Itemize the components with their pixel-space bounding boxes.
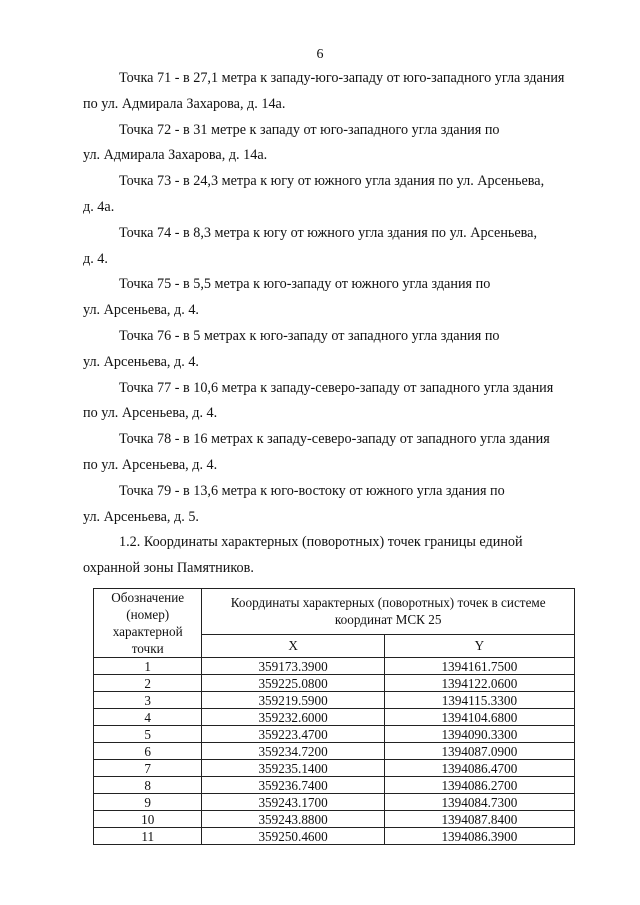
cell-x: 359234.7200: [202, 743, 384, 760]
table-row: [94, 692, 575, 709]
cell-point-number: 4: [94, 709, 202, 726]
cell-point-number: 8: [94, 777, 202, 794]
cell-y: 1394086.4700: [384, 760, 574, 777]
cell-y: 1394086.2700: [384, 777, 574, 794]
point-line-1: Точка 79 - в 13,6 метра к юго-востоку от южного угла здания по: [119, 482, 505, 499]
header-point-number: Обозначение (номер) характерной точки: [94, 589, 202, 658]
header-coordinates: Координаты характерных (поворотных) точек в системе координат МСК 25: [202, 589, 575, 635]
points-description: [83, 66, 586, 582]
point-line-2: ул. Адмирала Захарова, д. 14а.: [83, 147, 268, 164]
point-paragraph: [83, 66, 586, 118]
cell-point-number: 11: [94, 828, 202, 845]
point-paragraph: [83, 118, 586, 170]
cell-y: 1394090.3300: [384, 726, 574, 743]
point-line-2: по ул. Арсеньева, д. 4.: [83, 456, 218, 473]
table-row: [94, 709, 575, 726]
section-heading-line-1: 1.2. Координаты характерных (поворотных) точек границы единой: [119, 534, 523, 551]
cell-x: 359243.8800: [202, 811, 384, 828]
table-row: [94, 828, 575, 845]
cell-y: 1394084.7300: [384, 794, 574, 811]
cell-x: 359236.7400: [202, 777, 384, 794]
cell-point-number: 6: [94, 743, 202, 760]
page-number: 6: [316, 47, 324, 62]
cell-point-number: 9: [94, 794, 202, 811]
point-paragraph: [83, 169, 586, 221]
point-line-1: Точка 72 - в 31 метре к западу от юго-западного угла здания по: [119, 121, 500, 138]
cell-y: 1394086.3900: [384, 828, 574, 845]
table-header-row: [94, 589, 575, 635]
table-row: [94, 777, 575, 794]
point-paragraph: [83, 479, 586, 531]
point-line-2: по ул. Адмирала Захарова, д. 14а.: [83, 95, 286, 112]
cell-y: 1394087.0900: [384, 743, 574, 760]
table-row: [94, 811, 575, 828]
point-paragraph: [83, 272, 586, 324]
point-line-1: Точка 71 - в 27,1 метра к западу-юго-западу от юго-западного угла здания: [119, 70, 565, 86]
header-x: X: [202, 634, 384, 657]
table-row: [94, 726, 575, 743]
cell-y: 1394122.0600: [384, 675, 574, 692]
point-paragraph: [83, 324, 586, 376]
cell-point-number: 1: [94, 658, 202, 675]
table-row: [94, 760, 575, 777]
point-line-1: Точка 74 - в 8,3 метра к югу от южного угла здания по ул. Арсеньева,: [119, 224, 538, 241]
coordinates-table: [93, 588, 575, 845]
table-row: [94, 794, 575, 811]
point-line-2: ул. Арсеньева, д. 4.: [83, 353, 199, 370]
point-line-1: Точка 73 - в 24,3 метра к югу от южного угла здания по ул. Арсеньева,: [119, 173, 545, 190]
section-heading-line-2: охранной зоны Памятников.: [83, 560, 254, 577]
point-paragraph: [83, 221, 586, 273]
point-line-1: Точка 78 - в 16 метрах к западу-северо-западу от западного угла здания: [119, 431, 550, 448]
cell-x: 359225.0800: [202, 675, 384, 692]
point-line-2: д. 4а.: [83, 198, 115, 215]
cell-point-number: 10: [94, 811, 202, 828]
cell-y: 1394104.6800: [384, 709, 574, 726]
table-row: [94, 743, 575, 760]
cell-x: 359232.6000: [202, 709, 384, 726]
point-paragraph: [83, 376, 586, 428]
cell-y: 1394087.8400: [384, 811, 574, 828]
point-line-2: ул. Арсеньева, д. 4.: [83, 302, 199, 319]
cell-y: 1394115.3300: [384, 692, 574, 709]
section-heading: [83, 530, 586, 582]
cell-point-number: 3: [94, 692, 202, 709]
table-row: [94, 675, 575, 692]
cell-x: 359235.1400: [202, 760, 384, 777]
cell-x: 359223.4700: [202, 726, 384, 743]
point-line-2: д. 4.: [83, 250, 108, 267]
cell-x: 359243.1700: [202, 794, 384, 811]
cell-x: 359219.5900: [202, 692, 384, 709]
cell-x: 359250.4600: [202, 828, 384, 845]
point-line-1: Точка 75 - в 5,5 метра к юго-западу от южного угла здания по: [119, 276, 491, 293]
point-paragraph: [83, 427, 586, 479]
cell-y: 1394161.7500: [384, 658, 574, 675]
cell-point-number: 5: [94, 726, 202, 743]
table-row: [94, 658, 575, 675]
point-line-2: ул. Арсеньева, д. 5.: [83, 508, 199, 525]
point-line-1: Точка 77 - в 10,6 метра к западу-северо-западу от западного угла здания: [119, 379, 554, 396]
cell-point-number: 7: [94, 760, 202, 777]
header-y: Y: [384, 634, 574, 657]
point-line-2: по ул. Арсеньева, д. 4.: [83, 405, 218, 422]
cell-point-number: 2: [94, 675, 202, 692]
point-line-1: Точка 76 - в 5 метрах к юго-западу от западного угла здания по: [119, 327, 500, 344]
cell-x: 359173.3900: [202, 658, 384, 675]
